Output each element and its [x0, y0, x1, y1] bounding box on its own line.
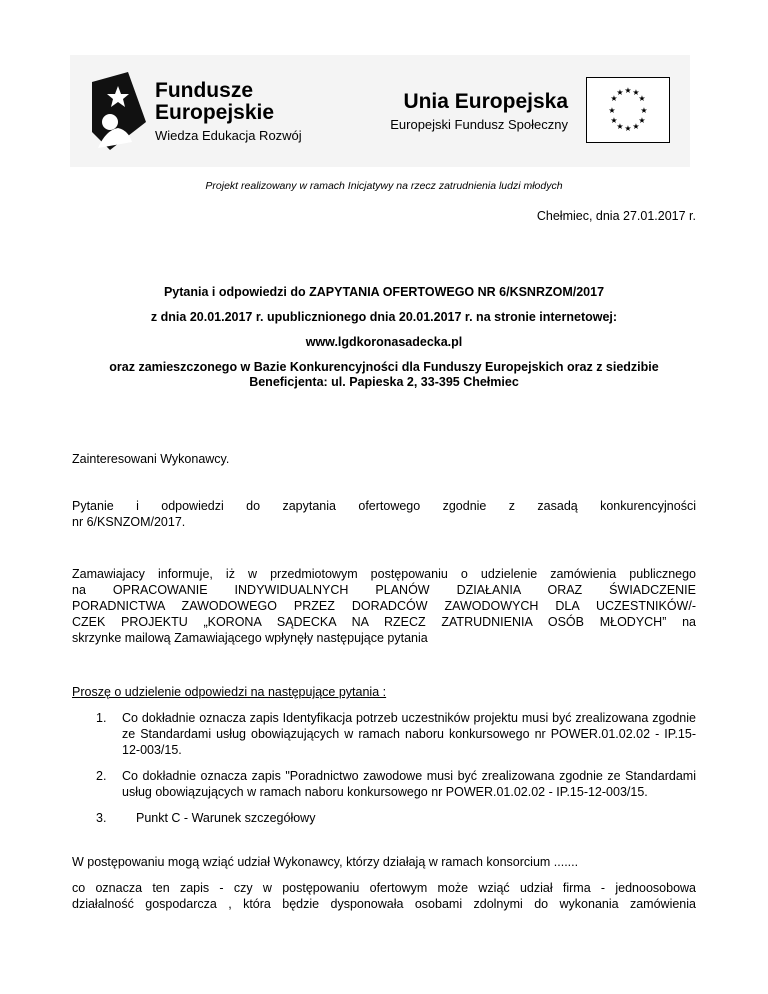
closing-paragraph: [72, 880, 696, 912]
heading-line-2: z dnia 20.01.2017 r. upublicznionego dnia 20.01.2017 r. na stronie internetowej:: [150, 310, 618, 324]
list-item: [96, 810, 696, 826]
project-line: Projekt realizowany w ramach Inicjatywy na rzecz zatrudnienia ludzi młodych: [205, 180, 563, 192]
ue-subtitle: Europejski Fundusz Społeczny: [390, 117, 568, 132]
fundusze-europejskie-logo-icon: [88, 72, 148, 150]
svg-text:★: ★: [640, 106, 648, 115]
closing-line-2: działalność gospodarcza , która będzie dysponowała osobami zdolnymi do wykonania zamówienia: [72, 897, 696, 911]
fe-title-1: Fundusze: [155, 79, 253, 102]
fe-subtitle: Wiedza Edukacja Rozwój: [155, 128, 302, 143]
svg-text:★: ★: [638, 94, 646, 103]
info-line-5: skrzynke mailową Zamawiającego wpłynęły następujące pytania: [72, 631, 428, 645]
request-heading-text: Proszę o udzielenie odpowiedzi na następujące pytania :: [72, 685, 387, 699]
svg-text:★: ★: [616, 88, 624, 97]
question-text: Punkt C - Warunek szczegółowy: [136, 811, 316, 825]
svg-text:★: ★: [610, 94, 618, 103]
info-line-4: CZEK PROJEKTU „KORONA SĄDECKA NA RZECZ ZATRUDNIENIA OSÓB MŁODYCH” na: [72, 615, 696, 629]
heading-line-3: www.lgdkoronasadecka.pl: [305, 335, 463, 349]
svg-text:★: ★: [632, 122, 640, 131]
heading-line-1: Pytania i odpowiedzi do ZAPYTANIA OFERTOWEGO NR 6/KSNRZOM/2017: [163, 285, 605, 299]
svg-text:★: ★: [616, 122, 624, 131]
info-paragraph: [72, 566, 696, 646]
list-item: [96, 710, 696, 758]
svg-text:★: ★: [624, 86, 632, 95]
svg-text:★: ★: [608, 106, 616, 115]
closing-line-1: co oznacza ten zapis - czy w postępowaniu ofertowym może wziąć udział firma - jednoosobowa: [72, 881, 696, 895]
ue-title: Unia Europejska: [403, 90, 568, 113]
question-text: Co dokładnie oznacza zapis "Poradnictwo zawodowe musi być zrealizowana zgodnie ze Standardami usług obowiązujących w ramach naboru konkursowego nr POWER.01.02.02 - IP.15-12-003/15.: [122, 769, 696, 799]
info-line-2: na OPRACOWANIE INDYWIDUALNYCH PLANÓW DZIAŁANIA ORAZ ŚWIADCZENIE: [72, 583, 696, 597]
unia-europejska-text: [373, 91, 568, 132]
date-line: Chełmiec, dnia 27.01.2017 r.: [536, 209, 696, 223]
intro-paragraph: [72, 498, 696, 530]
question-number: 1.: [96, 711, 107, 725]
eu-flag-icon: [586, 77, 670, 143]
question-number: 2.: [96, 769, 107, 783]
greeting: Zainteresowani Wykonawcy.: [72, 452, 230, 466]
question-text: Co dokładnie oznacza zapis Identyfikacja potrzeb uczestników projektu musi być zrealizowana zgodnie ze Standardami usług obowiązujących w ramach naboru konkursowego nr POWER.01.02.02 - IP.15-12-003/15.: [122, 711, 696, 757]
svg-text:★: ★: [632, 88, 640, 97]
request-heading: [72, 684, 696, 700]
question-number: 3.: [96, 811, 107, 825]
list-item: [96, 768, 696, 800]
svg-text:★: ★: [638, 116, 646, 125]
heading-line-5: Beneficjenta: ul. Papieska 2, 33-395 Chełmiec: [249, 375, 519, 389]
questions-list: [96, 710, 696, 836]
svg-text:★: ★: [624, 124, 632, 133]
document-heading: [72, 285, 696, 400]
info-line-1: Zamawiajacy informuje, iż w przedmiotowym postępowaniu o udzielenie zamówienia publicznego: [72, 567, 696, 581]
fundusze-europejskie-text: [155, 80, 302, 143]
info-line-3: PORADNICTWA ZAWODOWEGO PRZEZ DORADCÓW ZAWODOWYCH DLA UCZESTNIKÓW/-: [72, 599, 696, 613]
intro-line-1: Pytanie i odpowiedzi do zapytania ofertowego zgodnie z zasadą konkurencyjności: [72, 499, 696, 513]
condition-line: W postępowaniu mogą wziąć udział Wykonawcy, którzy działają w ramach konsorcium .......: [72, 855, 579, 869]
svg-text:★: ★: [610, 116, 618, 125]
intro-line-2: nr 6/KSNZOM/2017.: [72, 515, 186, 529]
fe-title-2: Europejskie: [155, 101, 275, 124]
heading-line-4: oraz zamieszczonego w Bazie Konkurencyjności dla Funduszy Europejskich oraz z siedzibie: [109, 360, 659, 374]
